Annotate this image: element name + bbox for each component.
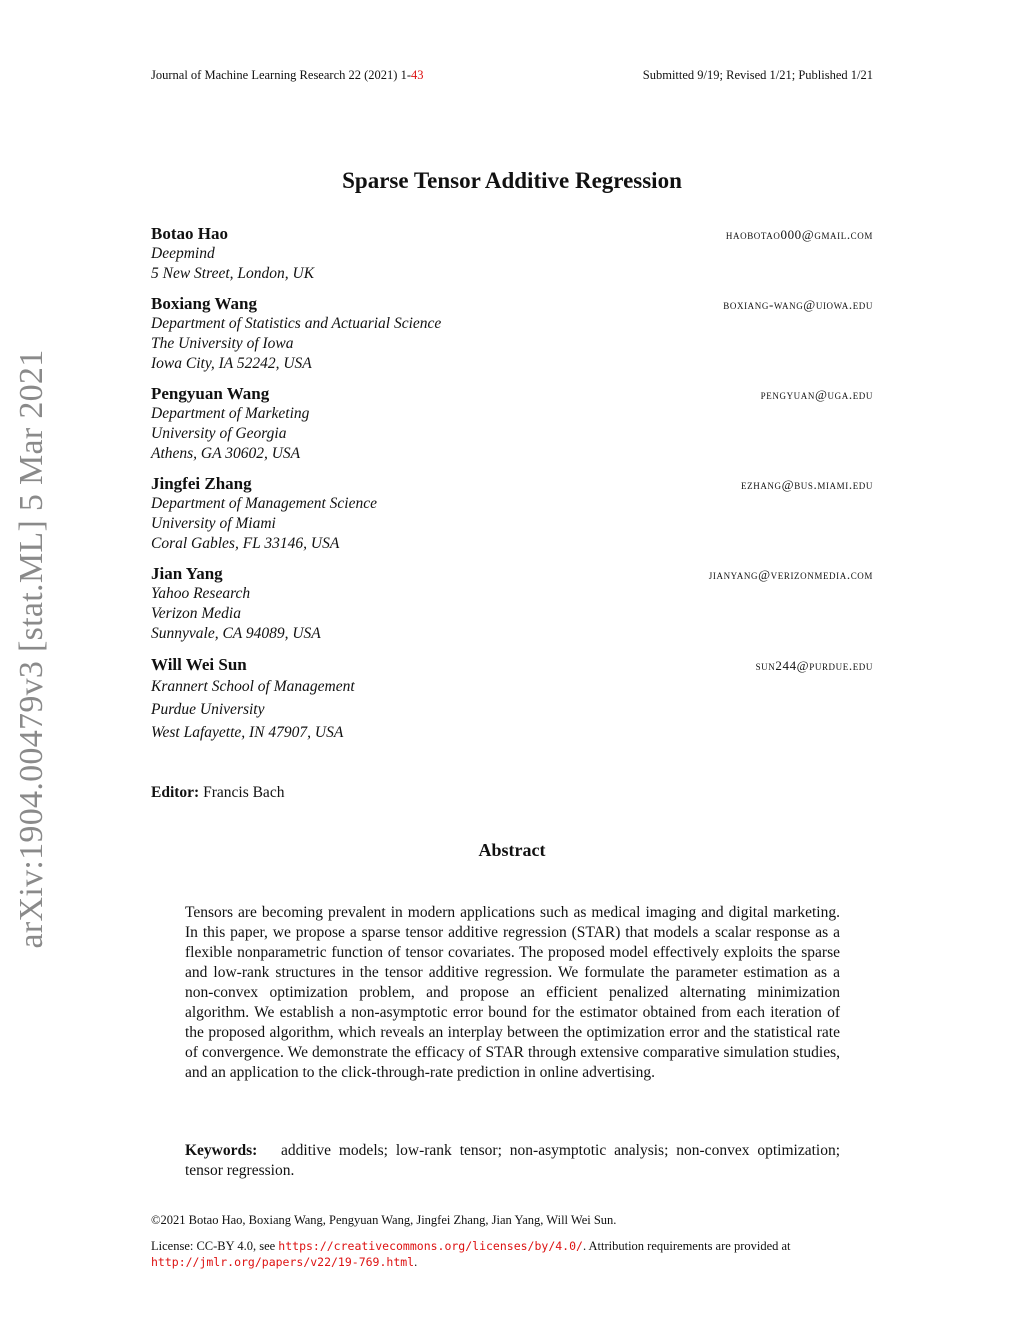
author-affiliation-line: Purdue University [151,701,265,718]
author-block [151,564,873,644]
abstract-heading: Abstract [478,840,546,860]
author-affiliation-line: Iowa City, IA 52242, USA [151,355,312,372]
journal-header [151,68,423,83]
author-email[interactable]: jianyang@verizonmedia.com [708,567,873,582]
paper-title: Sparse Tensor Additive Regression [342,168,682,193]
author-email[interactable]: boxiang-wang@uiowa.edu [723,297,873,312]
author-name: Will Wei Sun [151,655,247,674]
license-middle: . Attribution requirements are provided at [582,1239,791,1253]
author-affiliation-line: Sunnyvale, CA 94089, USA [151,625,321,642]
author-affiliation-line: University of Miami [151,515,276,532]
author-block [151,224,873,284]
author-affiliation-line: Yahoo Research [151,585,251,602]
author-affiliation-line: 5 New Street, London, UK [151,265,315,282]
author-name: Jingfei Zhang [151,474,252,493]
editor-label: Editor: [151,784,200,801]
author-email[interactable]: haobotao000@gmail.com [725,227,873,242]
author-block [151,294,873,374]
author-affiliation-line: Deepmind [151,245,215,262]
author-name: Botao Hao [151,224,228,243]
license-link[interactable]: https://creativecommons.org/licenses/by/4.0/ [278,1239,583,1253]
journal-name: Journal of Machine Learning Research 22 (2021) 1- [151,68,411,82]
journal-page-link[interactable]: 43 [410,68,424,82]
arxiv-stamp-text: arXiv:1904.00479v3 [stat.ML] 5 Mar 2021 [13,349,50,949]
copyright-notice: ©2021 Botao Hao, Boxiang Wang, Pengyuan Wang, Jingfei Zhang, Jian Yang, Will Wei Sun. [151,1213,617,1227]
license-prefix: License: CC-BY 4.0, see [151,1239,279,1253]
abstract-text: Tensors are becoming prevalent in modern applications such as medical imaging and digital marketing. In this paper, we propose a sparse tensor additive regression (STAR) that models a scalar response as a flexible nonparametric function of tensor covariates. The proposed model effectively exploits the sparse and low-rank structures in the tensor additive regression. We formulate the parameter estimation as a non-convex optimization problem, and propose an efficient penalized alternating minimization algorithm. We establish a non-asymptotic error bound for the estimator obtained from each iteration of the proposed algorithm, which reveals an interplay between the optimization error and the statistical rate of convergence. We demonstrate the efficacy of STAR through extensive comparative simulation studies, and an application to the click-through-rate prediction in online advertising. [185,904,840,1081]
author-email[interactable]: pengyuan@uga.edu [760,387,873,402]
author-name: Pengyuan Wang [151,384,270,403]
submission-dates: Submitted 9/19; Revised 1/21; Published 1/21 [642,68,873,82]
author-affiliation-line: University of Georgia [151,425,287,442]
author-block [151,474,873,554]
keywords-text: additive models; low-rank tensor; non-asymptotic analysis; non-convex optimization; tensor regression. [185,1142,841,1179]
author-affiliation-line: Verizon Media [151,605,241,622]
keywords-label: Keywords: [185,1142,258,1159]
author-affiliation-line: Department of Marketing [151,405,310,422]
author-name: Jian Yang [151,564,223,583]
license-notice [151,1238,873,1270]
author-email[interactable]: sun244@purdue.edu [755,658,873,673]
author-block [151,655,873,744]
editor-line [151,784,284,802]
author-name: Boxiang Wang [151,294,257,313]
editor-name: Francis Bach [203,784,285,801]
author-affiliation-line: The University of Iowa [151,335,294,352]
author-affiliation-line: Department of Management Science [151,495,377,512]
author-affiliation-line: Coral Gables, FL 33146, USA [151,535,340,552]
keywords [185,1141,840,1181]
author-block [151,384,873,464]
author-affiliation-line: Athens, GA 30602, USA [151,445,301,462]
author-affiliation-line: West Lafayette, IN 47907, USA [151,724,344,741]
license-suffix: . [414,1255,418,1269]
author-affiliation-line: Krannert School of Management [151,678,355,695]
paper-link[interactable]: http://jmlr.org/papers/v22/19-769.html [151,1255,415,1269]
author-email[interactable]: ezhang@bus.miami.edu [741,477,873,492]
author-affiliation-line: Department of Statistics and Actuarial Science [151,315,442,332]
